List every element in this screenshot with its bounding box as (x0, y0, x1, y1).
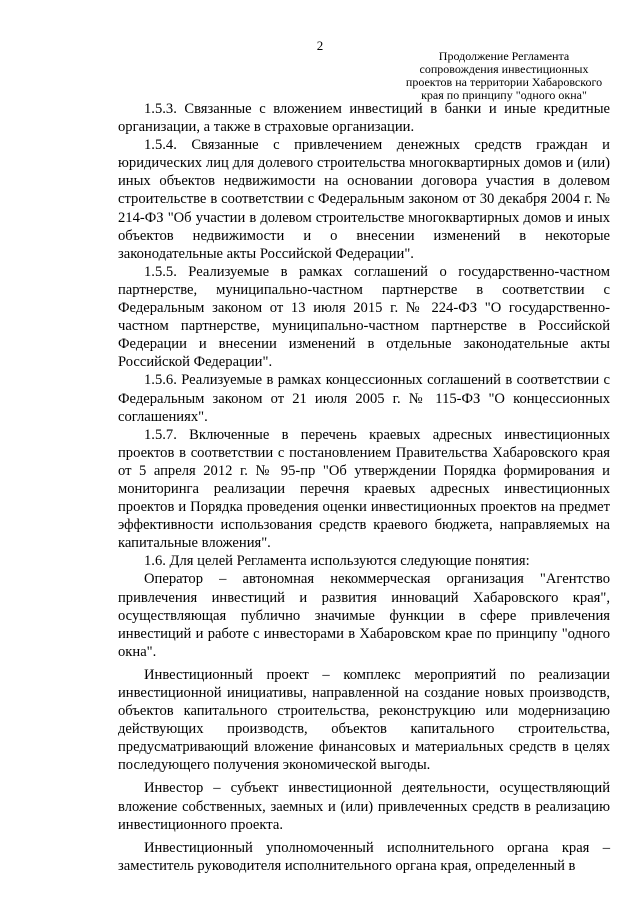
document-body (118, 100, 610, 875)
paragraph-1-6: 1.6. Для целей Регламента используются следующие понятия: (144, 553, 530, 570)
document-header-note (384, 50, 624, 102)
paragraph-1-5-3: 1.5.3. Связанные с вложением инвестиций в банки и иные кредитные организации, а также в страховые организации. (118, 101, 610, 136)
header-line: Продолжение Регламента (438, 49, 570, 63)
header-line: края по принципу "одного окна" (421, 88, 587, 102)
definition-investor: Инвестор – субъект инвестиционной деятельности, осуществляющий вложение собственных, заемных и (или) привлеченных средств в реализацию инвестиционного проекта. (118, 780, 610, 833)
header-line: проектов на территории Хабаровского (405, 75, 603, 89)
paragraph-1-5-4: 1.5.4. Связанные с привлечением денежных средств граждан и юридических лиц для долевого строительства многоквартирных домов и (или) иных объектов недвижимости на основании договора участия в долевом строительстве в соответствии с Федеральным законом от 30 декабря 2004 г. № 214-ФЗ "Об участии в долевом строительстве многоквартирных домов и иных объектов недвижимости и о внесении изменений в некоторые законодательные акты Российской Федерации". (118, 137, 610, 262)
paragraph-1-5-6: 1.5.6. Реализуемые в рамках концессионных соглашений в соответствии с Федеральным законом от 21 июля 2005 г. № 115-ФЗ "О концессионных соглашениях". (118, 372, 610, 425)
header-line: сопровождения инвестиционных (419, 62, 589, 76)
definition-operator: Оператор – автономная некоммерческая организация "Агентство привлечения инвестиций и развития инноваций Хабаровского края", осуществляющая публично значимые функции в сфере привлечения инвестиций и работе с инвесторами в Хабаровском крае по принципу "одного окна". (118, 571, 610, 660)
paragraph-1-5-7: 1.5.7. Включенные в перечень краевых адресных инвестиционных проектов в соответствии с постановлением Правительства Хабаровского края от 5 апреля 2012 г. № 95-пр "Об утверждении Порядка формирования и мониторинга реализации перечня краевых адресных инвестиционных проектов и Порядка проведения оценки инвестиционных проектов на предмет эффективности использования средств краевого бюджета, направляемых на капитальные вложения". (118, 426, 610, 552)
definition-investment-commissioner: Инвестиционный уполномоченный исполнительного органа края – заместитель руководителя исполнительного органа края, определенный в (118, 839, 610, 874)
paragraph-1-5-5: 1.5.5. Реализуемые в рамках соглашений о государственно-частном партнерстве, муниципально-частном партнерстве в соответствии с Федеральным законом от 13 июля 2015 г. № 224-ФЗ "О государственно-частном партнерстве, муниципально-частном партнерстве в Российской Федерации и внесении изменений в отдельные законодательные акты Российской Федерации". (118, 263, 610, 371)
definition-investment-project: Инвестиционный проект – комплекс мероприятий по реализации инвестиционной инициативы, направленной на создание новых производств, объектов капитального строительства, реконструкцию или модернизацию действующих производств, объектов капитального строительства, предусматривающий вложение финансовых и материальных средств в целях последующего получения экономической выгоды. (118, 666, 610, 774)
page-number: 2 (316, 38, 324, 53)
